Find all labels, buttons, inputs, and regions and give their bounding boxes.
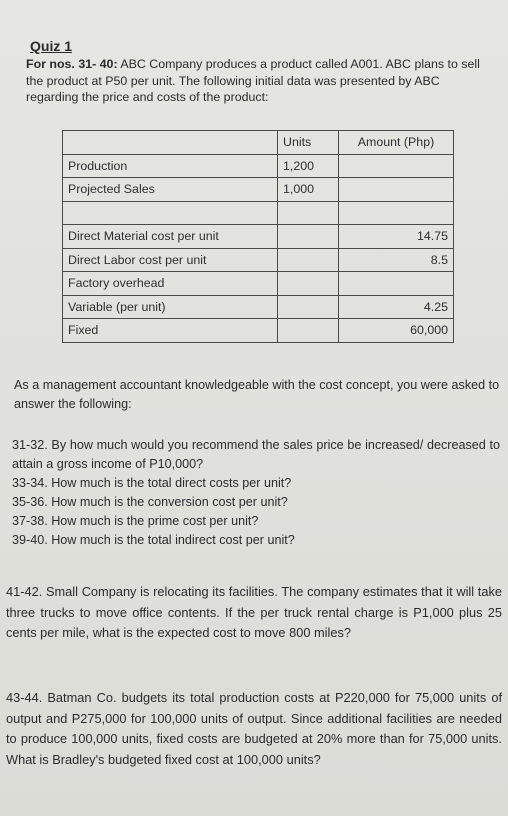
row-units: 1,000	[278, 178, 339, 202]
table-row	[63, 295, 454, 319]
table-row	[63, 154, 454, 178]
table-row	[63, 225, 454, 249]
row-units	[278, 295, 339, 319]
row-label: Direct Labor cost per unit	[63, 248, 278, 272]
question-item: 37-38. How much is the prime cost per unit?	[12, 514, 259, 528]
row-label	[63, 201, 278, 225]
row-amount	[339, 154, 454, 178]
row-units	[278, 248, 339, 272]
amount-column-header: Amount (Php)	[339, 131, 454, 155]
question-item: 31-32. By how much would you recommend the sales price be increased/ decreased to attain a gross income of P10,000?	[12, 438, 500, 471]
intro-item-range: For nos. 31- 40:	[26, 57, 118, 71]
question-intro: As a management accountant knowledgeable with the cost concept, you were asked to answer the following:	[14, 378, 500, 411]
intro-paragraph	[26, 56, 494, 106]
quiz-title: Quiz 1	[30, 38, 73, 54]
row-label: Fixed	[63, 319, 278, 343]
question-item: 35-36. How much is the conversion cost per unit?	[12, 495, 288, 509]
row-amount: 8.5	[339, 248, 454, 272]
row-amount	[339, 272, 454, 296]
row-label: Factory overhead	[63, 272, 278, 296]
intro-text: ABC Company produces a product called A001. ABC plans to sell the product at P50 per unit. The following initial data was presented by ABC regarding the price and costs of the product:	[26, 57, 480, 104]
row-units: 1,200	[278, 154, 339, 178]
row-label: Variable (per unit)	[63, 295, 278, 319]
row-units	[278, 201, 339, 225]
table-row-empty	[63, 201, 454, 225]
row-amount: 60,000	[339, 319, 454, 343]
row-units	[278, 272, 339, 296]
row-amount	[339, 178, 454, 202]
table-row	[63, 272, 454, 296]
table-row	[63, 319, 454, 343]
row-units	[278, 319, 339, 343]
row-amount: 14.75	[339, 225, 454, 249]
question-item: 39-40. How much is the total indirect cost per unit?	[12, 533, 295, 547]
table-header-row	[63, 131, 454, 155]
question-item: 33-34. How much is the total direct costs per unit?	[12, 476, 292, 490]
problem-paragraph: 41-42. Small Company is relocating its facilities. The company estimates that it will take three trucks to move office contents. If the per truck rental charge is P1,000 plus 25 cents per mile, what is the expected cost to move 800 miles?	[6, 584, 502, 640]
cost-data-table	[62, 130, 454, 343]
question-list	[12, 436, 500, 550]
row-amount	[339, 201, 454, 225]
table-row	[63, 178, 454, 202]
problem-paragraph: 43-44. Batman Co. budgets its total production costs at P220,000 for 75,000 units of output and P275,000 for 100,000 units of output. Since additional facilities are needed to produce 100,000 units, fixed costs are budgeted at 20% more than for 75,000 units. What is Bradley's budgeted fixed cost at 100,000 units?	[6, 690, 502, 767]
units-column-header: Units	[278, 131, 339, 155]
row-label: Projected Sales	[63, 178, 278, 202]
table-header-blank	[63, 131, 278, 155]
row-amount: 4.25	[339, 295, 454, 319]
row-units	[278, 225, 339, 249]
row-label: Production	[63, 154, 278, 178]
row-label: Direct Material cost per unit	[63, 225, 278, 249]
table-row	[63, 248, 454, 272]
